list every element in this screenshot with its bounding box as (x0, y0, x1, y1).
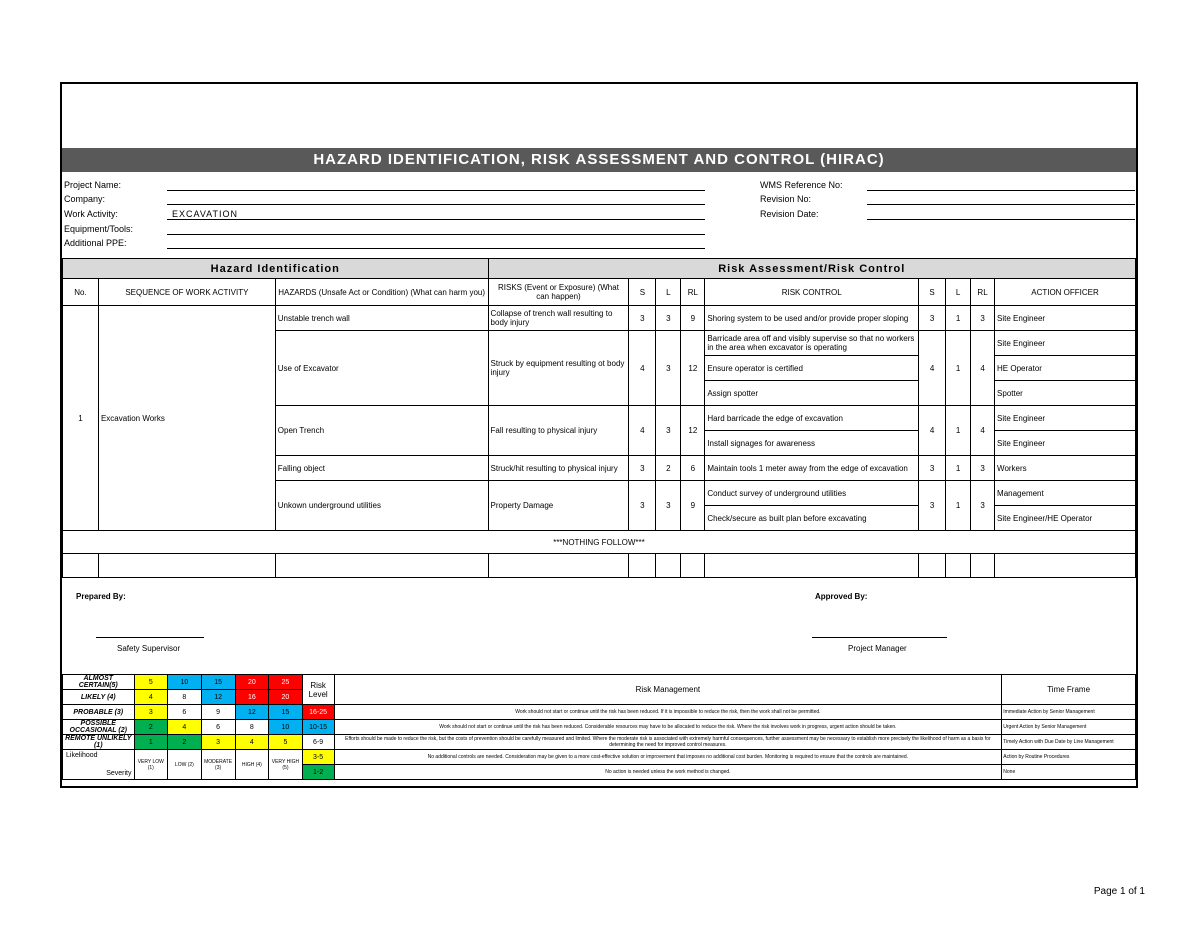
revision-date-line (867, 219, 1135, 220)
col-s2: S (919, 279, 946, 306)
nothing-follow: ***NOTHING FOLLOW*** (63, 531, 1136, 554)
risk-management-cell: Work should not start or continue until the risk has been reduced. Considerable resources may have to be allocated to reduce the risk. Where the risk involves work in progress, urgent action should be taken. (334, 720, 1002, 735)
page-number: Page 1 of 1 (1093, 886, 1145, 897)
officer-cell: Spotter (995, 381, 1136, 406)
matrix-cell: 6 (168, 705, 202, 720)
matrix-cell: 4 (168, 720, 202, 735)
project-name-label: Project Name: (64, 180, 122, 190)
col-l2: L (946, 279, 971, 306)
risk-cell: Property Damage (488, 481, 629, 531)
l-cell: 2 (656, 456, 681, 481)
risk-level-cell: 3-5 (302, 750, 334, 765)
matrix-cell: 12 (201, 690, 235, 705)
empty-row (63, 554, 1136, 578)
l-cell: 3 (656, 331, 681, 406)
hazard-cell: Open Trench (275, 406, 488, 456)
matrix-cell: 15 (201, 675, 235, 690)
rl-cell: 12 (681, 406, 705, 456)
officer-cell: Site Engineer (995, 431, 1136, 456)
severity-col-label: LOW (2) (168, 750, 202, 780)
likelihood-severity-corner (63, 750, 135, 780)
l2-cell: 1 (946, 306, 971, 331)
matrix-cell: 16 (235, 690, 269, 705)
matrix-cell: 1 (134, 735, 168, 750)
s-cell: 3 (629, 456, 656, 481)
matrix-cell: 5 (269, 735, 303, 750)
time-frame-cell: Immediate Action by Senior Management (1002, 705, 1136, 720)
matrix-cell: 3 (134, 705, 168, 720)
matrix-cell: 8 (168, 690, 202, 705)
matrix-cell: 2 (134, 720, 168, 735)
s2-cell: 3 (919, 456, 946, 481)
rl2-cell: 3 (971, 456, 995, 481)
control-cell: Assign spotter (705, 381, 919, 406)
row-activity: Excavation Works (98, 306, 275, 531)
l-cell: 3 (656, 481, 681, 531)
approved-by-label: Approved By: (815, 592, 868, 601)
severity-col-label: HIGH (4) (235, 750, 269, 780)
s-cell: 4 (629, 406, 656, 456)
l2-cell: 1 (946, 481, 971, 531)
work-activity-line (167, 219, 705, 220)
risk-management-cell: Efforts should be made to reduce the risk, but the costs of prevention should be carefully measured and limited. Where the moderate risk is associated with extremely harmful consequences, further assessment may be necessary to establish more precisely the likelihood of harm as a basis for determining the need for improved control measures. (334, 735, 1002, 750)
matrix-cell: 20 (235, 675, 269, 690)
risk-cell: Fall resulting to physical injury (488, 406, 629, 456)
time-frame-cell: Urgent Action by Senior Management (1002, 720, 1136, 735)
s2-cell: 4 (919, 406, 946, 456)
control-cell: Barricade area off and visibly supervise so that no workers in the area when excavator is operating (705, 331, 919, 356)
matrix-cell: 9 (201, 705, 235, 720)
prepared-by-label: Prepared By: (76, 592, 126, 601)
officer-cell: Site Engineer (995, 331, 1136, 356)
severity-label: Severity (106, 770, 132, 777)
officer-cell: Site Engineer (995, 406, 1136, 431)
equipment-line (167, 234, 705, 235)
likelihood-row-label: REMOTE UNLIKELY (1) (63, 735, 135, 750)
work-activity-label: Work Activity: (64, 209, 118, 219)
col-s: S (629, 279, 656, 306)
document-title: HAZARD IDENTIFICATION, RISK ASSESSMENT AND CONTROL (HIRAC) (62, 148, 1136, 172)
risk-management-header: Risk Management (334, 675, 1002, 705)
risk-level-cell: 16-25 (302, 705, 334, 720)
risk-management-cell: No action is needed unless the work method is changed. (334, 765, 1002, 780)
ppe-line (167, 248, 705, 249)
matrix-cell: 8 (235, 720, 269, 735)
time-frame-cell: Action by Routine Procedures (1002, 750, 1136, 765)
table-row (63, 306, 1136, 331)
risk-management-cell: No additional controls are needed. Consideration may be given to a more cost-effective solution or improvement that imposes no additional cost burden. Monitoring is required to ensure that the controls are maintained. (334, 750, 1002, 765)
s-cell: 3 (629, 306, 656, 331)
col-risks: RISKS (Event or Exposure) (What can happen) (488, 279, 629, 306)
prepared-role: Safety Supervisor (117, 644, 181, 653)
time-frame-cell: None (1002, 765, 1136, 780)
rl-cell: 9 (681, 306, 705, 331)
company-line (167, 204, 705, 205)
ppe-label: Additional PPE: (64, 238, 127, 248)
row-no: 1 (63, 306, 99, 531)
officer-cell: HE Operator (995, 356, 1136, 381)
rl-cell: 9 (681, 481, 705, 531)
control-cell: Shoring system to be used and/or provide proper sloping (705, 306, 919, 331)
likelihood-row-label: POSSIBLE OCCASIONAL (2) (63, 720, 135, 735)
matrix-cell: 10 (168, 675, 202, 690)
matrix-cell: 3 (201, 735, 235, 750)
officer-cell: Management (995, 481, 1136, 506)
equipment-label: Equipment/Tools: (64, 224, 134, 234)
matrix-cell: 4 (235, 735, 269, 750)
risk-management-cell: Work should not start or continue until the risk has been reduced. If it is impossible to reduce the risk, then the work shall not be permitted. (334, 705, 1002, 720)
hirac-sheet (60, 82, 1138, 788)
rl2-cell: 4 (971, 406, 995, 456)
time-frame-header: Time Frame (1002, 675, 1136, 705)
col-action-officer: ACTION OFFICER (995, 279, 1136, 306)
rl2-cell: 3 (971, 481, 995, 531)
severity-col-label: MODERATE (3) (201, 750, 235, 780)
wms-line (867, 190, 1135, 191)
l2-cell: 1 (946, 331, 971, 406)
approved-signature-line (812, 637, 947, 638)
matrix-cell: 6 (201, 720, 235, 735)
control-cell: Hard barricade the edge of excavation (705, 406, 919, 431)
rl2-cell: 4 (971, 331, 995, 406)
hazard-cell: Falling object (275, 456, 488, 481)
rl-cell: 6 (681, 456, 705, 481)
control-cell: Install signages for awareness (705, 431, 919, 456)
control-cell: Conduct survey of underground utilities (705, 481, 919, 506)
company-label: Company: (64, 194, 106, 204)
risk-cell: Struck by equipment resulting ot body injury (488, 331, 629, 406)
s2-cell: 4 (919, 331, 946, 406)
wms-label: WMS Reference No: (760, 180, 843, 190)
s2-cell: 3 (919, 481, 946, 531)
matrix-cell: 20 (269, 690, 303, 705)
rl-cell: 12 (681, 331, 705, 406)
risk-level-cell: 10-15 (302, 720, 334, 735)
approved-role: Project Manager (848, 644, 907, 653)
rl2-cell: 3 (971, 306, 995, 331)
col-control: RISK CONTROL (705, 279, 919, 306)
col-hazards: HAZARDS (Unsafe Act or Condition) (What can harm you) (275, 279, 488, 306)
s-cell: 3 (629, 481, 656, 531)
col-no: No. (63, 279, 99, 306)
risk-level-cell: 6-9 (302, 735, 334, 750)
control-cell: Maintain tools 1 meter away from the edge of excavation (705, 456, 919, 481)
hazard-cell: Unstable trench wall (275, 306, 488, 331)
risk-assessment-header: Risk Assessment/Risk Control (488, 259, 1135, 279)
revision-line (867, 204, 1135, 205)
col-rl2: RL (971, 279, 995, 306)
control-cell: Check/secure as built plan before excavating (705, 506, 919, 531)
l2-cell: 1 (946, 456, 971, 481)
matrix-cell: 15 (269, 705, 303, 720)
s-cell: 4 (629, 331, 656, 406)
project-name-line (167, 190, 705, 191)
hirac-table (62, 258, 1136, 578)
col-rl: RL (681, 279, 705, 306)
severity-col-label: VERY LOW (1) (134, 750, 168, 780)
likelihood-label: Likelihood (66, 752, 98, 759)
matrix-cell: 10 (269, 720, 303, 735)
risk-level-cell: 1-2 (302, 765, 334, 780)
l-cell: 3 (656, 306, 681, 331)
risk-cell: Struck/hit resulting to physical injury (488, 456, 629, 481)
prepared-signature-line (96, 637, 204, 638)
hazard-cell: Unkown underground utilities (275, 481, 488, 531)
likelihood-row-label: PROBABLE (3) (63, 705, 135, 720)
col-l: L (656, 279, 681, 306)
officer-cell: Site Engineer/HE Operator (995, 506, 1136, 531)
revision-label: Revision No: (760, 194, 812, 204)
time-frame-cell: Timely Action with Due Date by Line Management (1002, 735, 1136, 750)
matrix-cell: 5 (134, 675, 168, 690)
col-sequence: SEQUENCE OF WORK ACTIVITY (98, 279, 275, 306)
risk-matrix (62, 674, 1136, 780)
risk-level-header: Risk Level (302, 675, 334, 705)
control-cell: Ensure operator is certified (705, 356, 919, 381)
l2-cell: 1 (946, 406, 971, 456)
work-activity-value: EXCAVATION (172, 209, 239, 219)
officer-cell: Workers (995, 456, 1136, 481)
likelihood-row-label: LIKELY (4) (63, 690, 135, 705)
hazard-cell: Use of Excavator (275, 331, 488, 406)
severity-col-label: VERY HIGH (5) (269, 750, 303, 780)
revision-date-label: Revision Date: (760, 209, 819, 219)
risk-cell: Collapse of trench wall resulting to body injury (488, 306, 629, 331)
officer-cell: Site Engineer (995, 306, 1136, 331)
matrix-cell: 4 (134, 690, 168, 705)
s2-cell: 3 (919, 306, 946, 331)
matrix-cell: 12 (235, 705, 269, 720)
likelihood-row-label: ALMOST CERTAIN(5) (63, 675, 135, 690)
matrix-cell: 2 (168, 735, 202, 750)
l-cell: 3 (656, 406, 681, 456)
matrix-cell: 25 (269, 675, 303, 690)
hazard-identification-header: Hazard Identification (63, 259, 489, 279)
